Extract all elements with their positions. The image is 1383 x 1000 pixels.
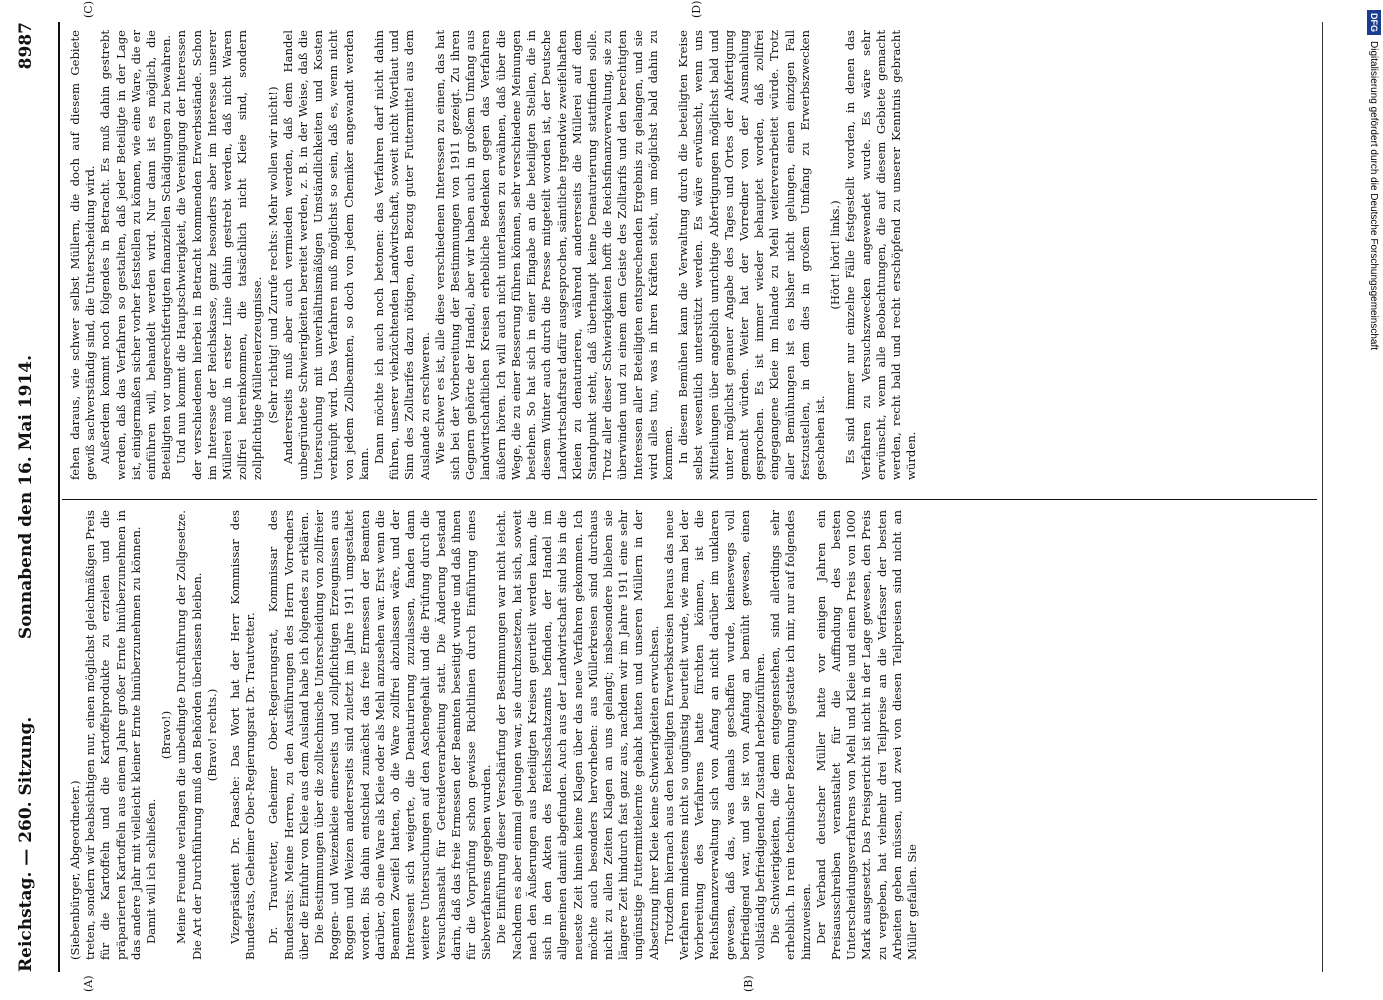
header-left: Reichstag. — 260. Sitzung. bbox=[16, 716, 36, 972]
speaker-note: (Siebenbürger, Abgeordneter.) bbox=[68, 780, 82, 960]
paragraph: Es sind immer nur einzelne Fälle festgestellt worden, in denen das Verfahren zu Versuchszwecken angewendet wurde. Es wäre sehr erwünscht, wenn alle Beobachtungen, die auf diesem Gebiete gemacht werden, recht bald und recht erschöpfend zu unserer Kenntnis gebracht würden. bbox=[843, 30, 919, 480]
right-column bbox=[68, 30, 1318, 480]
interjection: (Hört! hört! links.) bbox=[828, 200, 843, 310]
left-column bbox=[68, 510, 1318, 960]
interjection: (Bravo! rechts.) bbox=[204, 688, 219, 782]
header-date: Sonnabend den 16. Mai 1914. bbox=[16, 354, 36, 640]
paragraph: Die Bestimmungen über die zolltechnische Unterscheidung von zollfreier Roggen- und Weizenkleie einerseits und zollpflichtigen Erzeugnissen aus Roggen und Weizen andererseits sind zuletzt im Jahre 1911 umgestaltet worden. Bis dahin entschied zunächst das freie Ermessen der Beamten darüber, ob eine Ware als Kleie oder als Mehl anzusehen war. Erst wenn die Beamten Zweifel hatten, ob die Ware zollfrei abzulassen wäre, und der Interessent sich weigerte, die Denaturierung zuzulassen, fanden dann weitere Untersuchungen auf den Aschengehalt und die Prüfung durch die Versuchsanstalt für Getreideverarbeitung statt. Die Änderung bestand darin, daß das freie Ermessen der Beamten beseitigt wurde und daß ihnen für die Vorprüfung schon gewisse Richtlinien durch Einführung eines Siebverfahrens gegeben wurden. bbox=[312, 510, 494, 960]
paragraph: Der Verband deutscher Müller hatte vor einigen Jahren ein Preisausschreiben veranstaltet für die Auffindung des besten Unterscheidungsverfahrens von Mehl und Kleie und einen Preis von 1000 Mark ausgesetzt. Das Preisgericht ist nicht in der Lage gewesen, den Preis zu vergeben, hat vielmehr drei Teilpreise an die Verfasser der besten Arbeiten geben müssen, und zwei von diesen Teilpreisen sind nicht an Müller gefallen. Sie bbox=[813, 510, 919, 960]
paragraph: In diesem Bemühen kann die Verwaltung durch die beteiligten Kreise selbst wesentlich unterstützt werden. Es wäre erwünscht, wenn uns Mitteilungen über angeblich unrichtige Abfertigungen möglichst bald und unter möglichst genauer Angabe des Tages und Ortes der Abfertigung gemacht würden. Weiter hat der Vorredner von der Ausmahlung gesprochen. Es ist immer wieder behauptet worden, daß zollfrei eingegangene Kleie im Inlande zu Mehl weiterverarbeitet würde. Trotz aller Bemühungen ist es bisher nicht gelungen, einen einzigen Fall festzustellen, in dem dies in großem Umfang zu Erwerbszwecken geschehen ist. bbox=[676, 30, 827, 480]
paragraph: Dann möchte ich auch noch betonen: das Verfahren darf nicht dahin führen, unserer viehzüchtenden Landwirtschaft, soweit nicht Wortlaut und Sinn des Zolltarifes dazu nötigen, den Bezug guter Futtermittel aus dem Auslande zu erschweren. bbox=[372, 30, 432, 480]
page-header bbox=[8, 22, 48, 972]
paragraph: Andererseits muß aber auch vermieden werden, daß dem Handel unbegründete Schwierigkeiten bereitet werden, z. B. in der Weise, daß die Untersuchung mit unverhältnismäßigen Umständlichkeiten und Kosten verknüpft wird. Das Verfahren muß möglichst so sein, daß es, wenn nicht von jedem Zollbeamten, so doch von jedem Chemiker angewandt werden kann. bbox=[280, 30, 371, 480]
paragraph: Und nun kommt die Hauptschwierigkeit, die Vereinigung der Interessen der verschiedenen hierbei in Betracht kommenden Erwerbsstände. Schon im Interesse der Reichskasse, ganz besonders aber im Interesse unserer Müllerei muß in erster Linie dahin gestrebt werden, daß nicht Waren zollfrei hereinkommen, die tatsächlich nicht Kleie sind, sondern zollpflichtige Müllereierzeugnisse. bbox=[174, 30, 265, 480]
paragraph: Die Einführung dieser Verschärfung der Bestimmungen war nicht leicht. Nachdem es aber einmal gelungen war, sie durchzusetzen, hat sich, soweit nach den Äußerungen aus beteiligten Kreisen geurteilt werden kann, die sich in den Akten des Reichsschatzamts befinden, der Handel im allgemeinen damit abgefunden. Auch aus der Landwirtschaft sind bis in die neueste Zeit hinein keine Klagen über das neue Verfahren gekommen. Ich möchte auch besonders hervorheben: aus Müllerkreisen sind durchaus nicht zu allen Zeiten Klagen an uns gelangt; insbesondere blieben sie längere Zeit hindurch fast ganz aus, nachdem wir im Jahre 1911 eine sehr ungünstige Futtermittelernte gehabt hatten und unseren Müllern in der Absetzung ihrer Kleie keine Schwierigkeiten erwuchsen. bbox=[494, 510, 661, 960]
credit-text: Digitalisierung gefördert durch die Deutsche Forschungsgemeinschaft bbox=[1368, 41, 1379, 351]
digitization-credit bbox=[1364, 10, 1382, 990]
paragraph: treten, sondern wir beabsichtigen nur, einen möglichst gleichmäßigen Preis für die Kartoffeln und die Kartoffelprodukte zu erzielen und die präparierten Kartoffeln aus einem Jahre großer Ernte hinüberzunehmen in das andere Jahr mit vielleicht kleiner Ernte hinüberzunehmen zu können. bbox=[83, 510, 143, 960]
column-divider bbox=[62, 499, 1317, 500]
interjection: (Sehr richtig! und Zurufe rechts: Mehr wollen wir nicht!) bbox=[265, 86, 280, 424]
bottom-rule bbox=[1322, 22, 1323, 972]
paragraph: Damit will ich schließen. bbox=[144, 798, 159, 944]
margin-marker-c: (C) bbox=[82, 1, 95, 18]
interjection: (Bravo!) bbox=[159, 710, 174, 760]
paragraph: Trotzdem hiernach aus den beteiligten Erwerbskreisen heraus das neue Verfahren mindestens nicht so ungünstig beurteilt wurde, wie man bei der Vorbereitung des Verfahrens hatte fürchten können, ist die Reichsfinanzverwaltung sich von Anfang an nicht darüber im unklaren gewesen, daß das, was damals geschaffen wurde, keineswegs voll befriedigend war, und sie ist von Anfang an bemüht gewesen, einen vollständig befriedigenden Zustand herbeizuführen. bbox=[661, 510, 767, 960]
paragraph: Wie schwer es ist, alle diese verschiedenen Interessen zu einen, das hat sich bei der Vorbereitung der Bestimmungen von 1911 gezeigt. Zu ihren Gegnern gehörte der Handel, aber wir haben auch in großem Umfang aus landwirtschaftlichen Kreisen erhebliche Bedenken gegen das Verfahren äußern hören. Ich will auch nicht unterlassen zu erwähnen, daß über die Wege, die zu einer Besserung führen können, sehr verschiedene Meinungen bestehen. So hat sich in einer Eingabe an die beteiligten Stellen, die in diesem Winter auch durch die Presse mitgeteilt worden ist, der Deutsche Landwirtschaftsrat dafür ausgesprochen, sämtliche irgendwie zweifelhaften Kleien zu denaturieren, während andererseits die Müllerei auf dem Standpunkt steht, daß überhaupt keine Denaturierung stattfinden solle. Trotz aller dieser Schwierigkeiten hofft die Reichsfinanzverwaltung, sie zu überwinden und zu einem dem Geiste des Zolltarifs und den berechtigten Interessen aller Beteiligten entsprechenden Ergebnis zu gelangen, und sie wird alles tun, was in ihren Kräften steht, um möglichst bald dahin zu kommen. bbox=[432, 30, 675, 480]
paragraph: Die Schwierigkeiten, die dem entgegenstehen, sind allerdings sehr erheblich. In rein technischer Beziehung gestatte ich mir, nur auf folgendes hinzuweisen. bbox=[768, 510, 813, 960]
speaker-statement: Dr. Trautvetter, Geheimer Ober-Regierungsrat, Kommissar des Bundesrats: Meine Herren, zu den Ausführungen des Herrn Vorredners über die Einfuhr von Kleie aus dem Ausland habe ich folgendes zu erklären. bbox=[266, 510, 311, 960]
margin-marker-d: (D) bbox=[690, 0, 703, 18]
dfg-logo: DFG bbox=[1367, 10, 1381, 35]
page-number: 8987 bbox=[16, 22, 36, 70]
paragraph: Außerdem kommt noch folgendes in Betracht. Es muß dahin gestrebt werden, daß das Verfahren so gestalten, daß jeder Beteiligte in der Lage ist, einigermaßen sicher vorher feststellen zu können, wie eine Ware, die er einführen will, behandelt werden wird. Nur dann ist es möglich, die Beteiligten vor ungerechtfertigten finanziellen Schädigungen zu bewahren. bbox=[98, 30, 174, 480]
header-rule bbox=[58, 22, 60, 972]
margin-marker-b: (B) bbox=[742, 975, 755, 992]
paragraph: fehen daraus, wie schwer selbst Müllern, die doch auf diesem Gebiete gewiß sachverständig sind, die Unterscheidung wird. bbox=[68, 30, 98, 480]
paragraph: Meine Freunde verlangen die unbedingte Durchführung der Zollgesetze. Die Art der Durchführung muß den Behörden überlassen bleiben. bbox=[174, 510, 204, 960]
margin-marker-a: (A) bbox=[82, 975, 95, 992]
speaker-intro: Vizepräsident Dr. Paasche: Das Wort hat der Herr Kommissar des Bundesrats, Geheimer Ober-Regierungsrat Dr. Trautvetter. bbox=[228, 510, 258, 960]
